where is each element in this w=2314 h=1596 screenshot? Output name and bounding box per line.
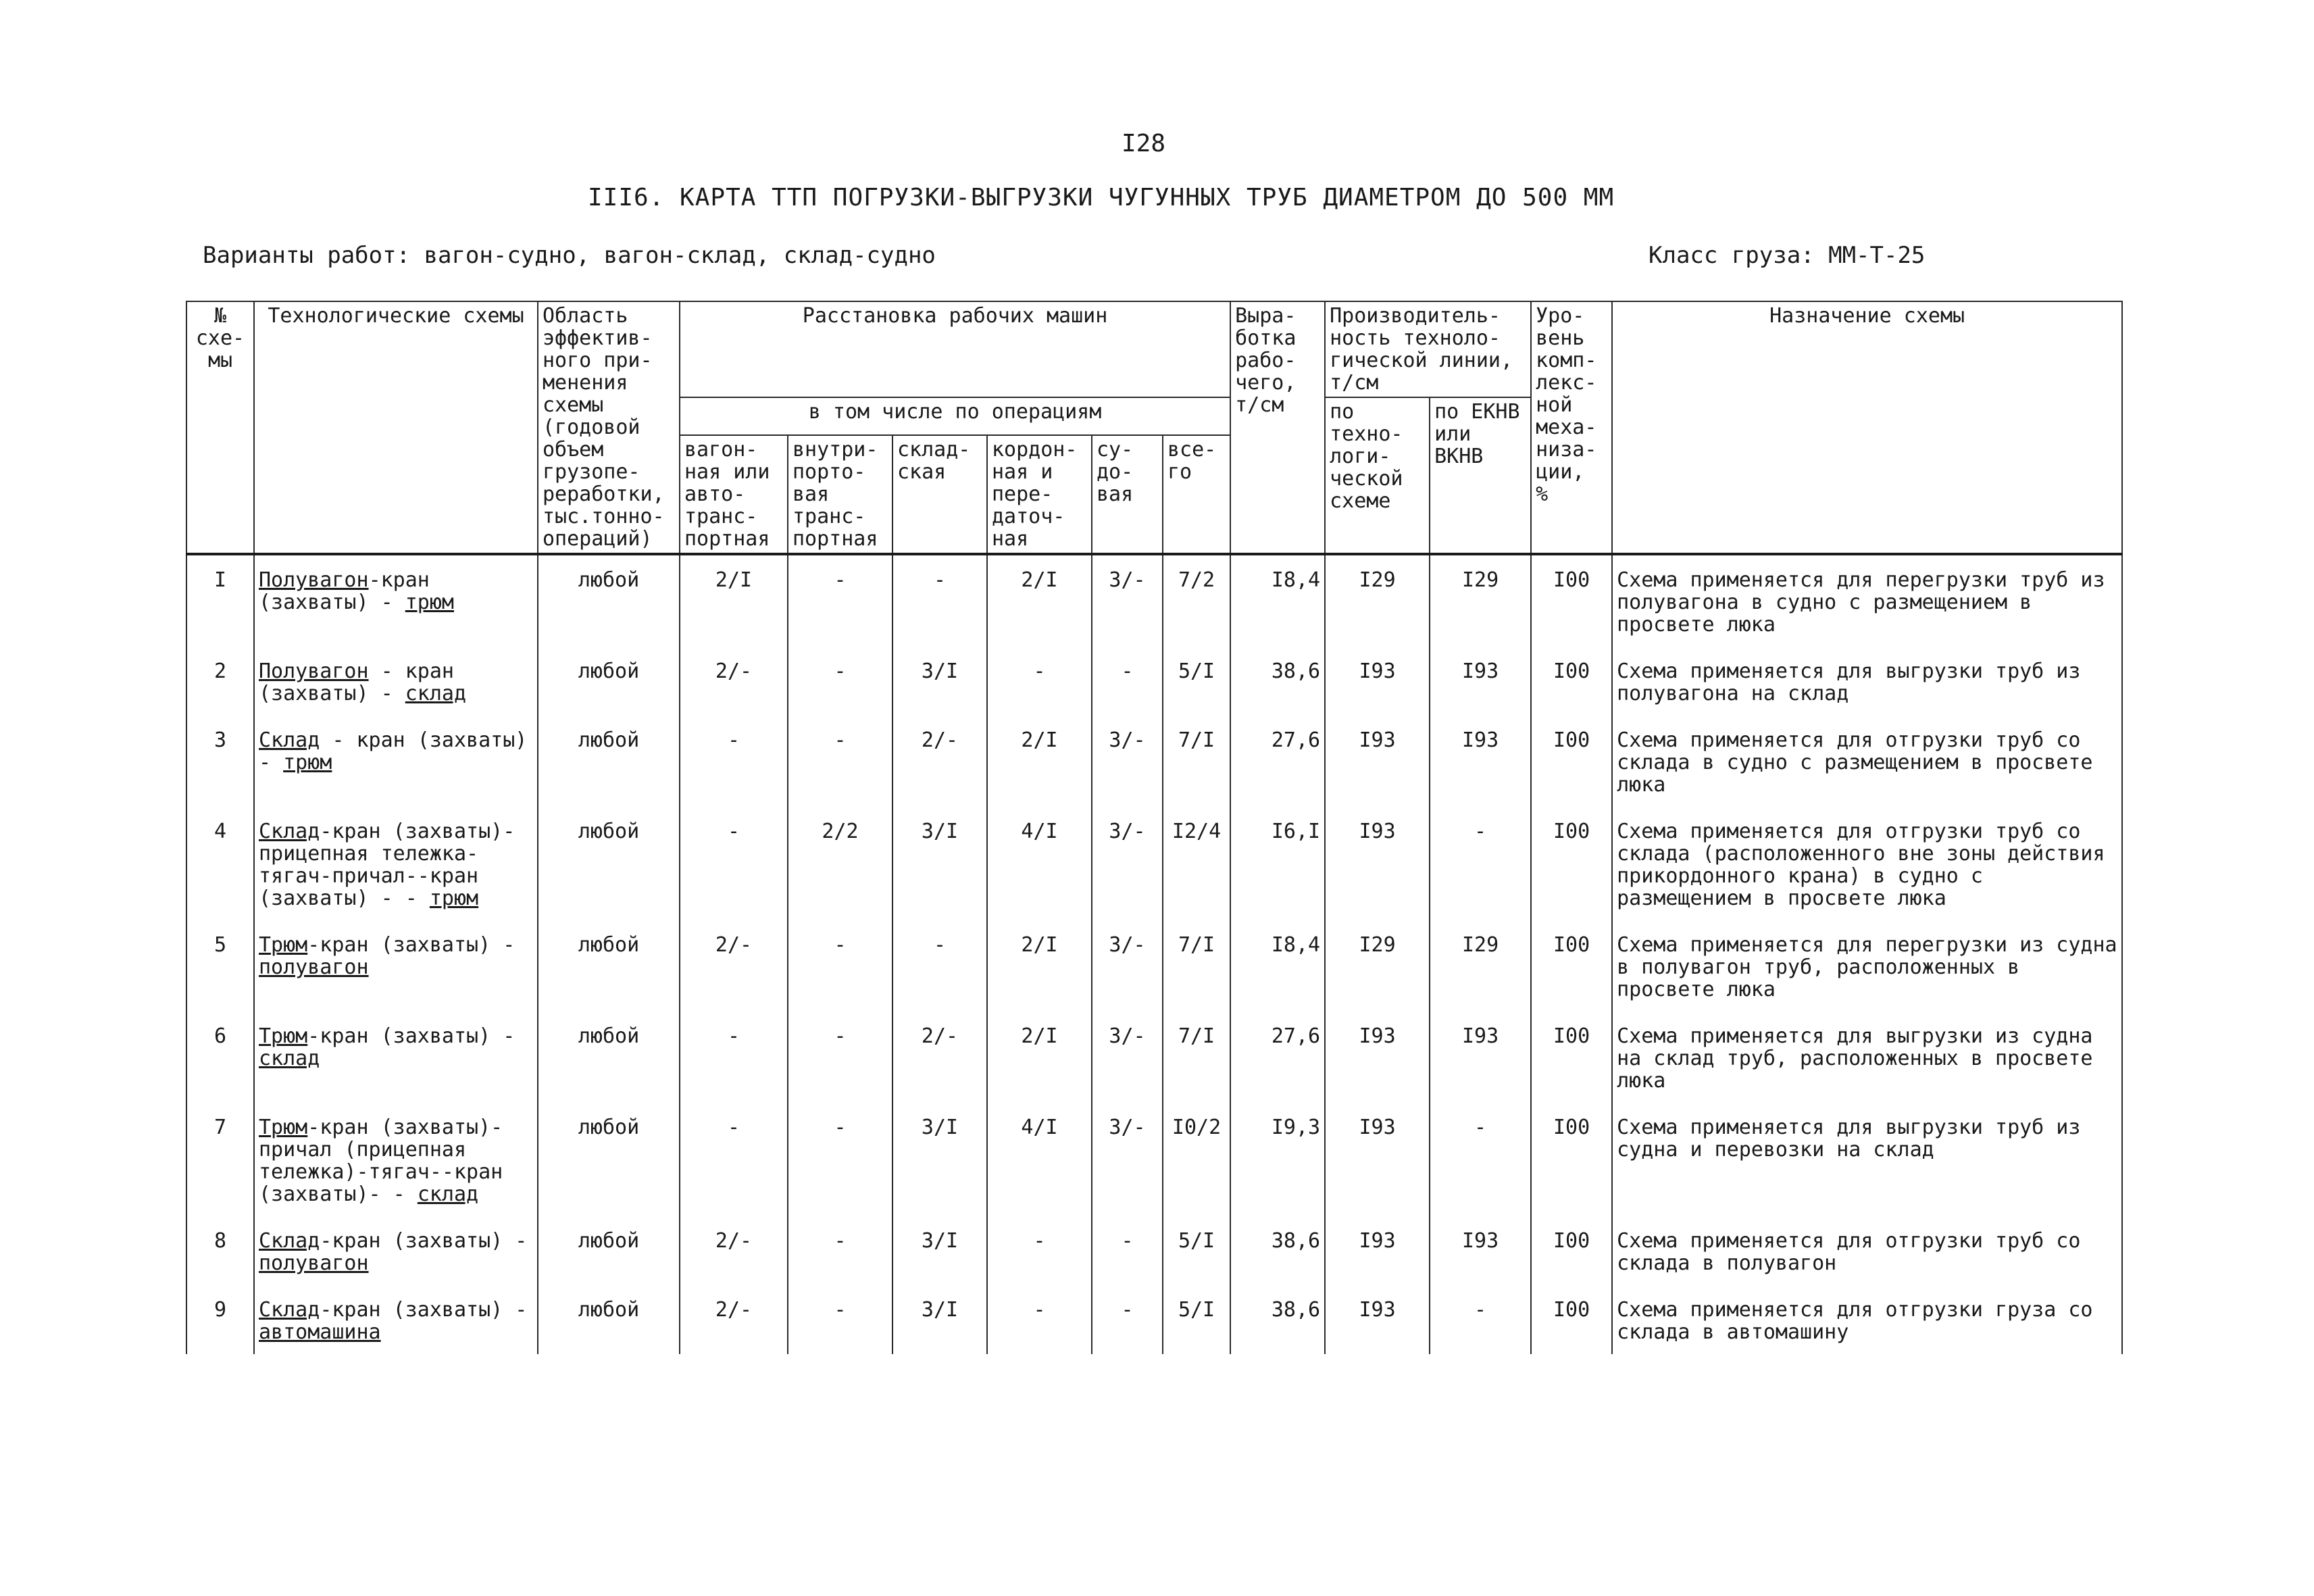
cell-op-total: I2/4 [1163,807,1230,920]
cell-mechanization-level: I00 [1531,1103,1612,1216]
cell-purpose: Схема применяется для выгрузки труб из судна и перевозки на склад [1612,1103,2122,1216]
cell-op-cordon: 2/I [987,554,1092,647]
cell-tech-scheme [254,647,538,716]
cell-prod-by-scheme: I29 [1325,554,1430,647]
cell-row-number: 4 [186,807,254,920]
header-op-ship: су- до- вая [1092,435,1163,554]
cell-prod-by-scheme: I29 [1325,920,1430,1012]
scheme-part: полувагон [259,1251,369,1275]
cell-worker-output: 38,6 [1230,647,1325,716]
table-body [186,554,2122,1354]
cell-op-total: 7/I [1163,920,1230,1012]
cell-application-area: любой [538,807,680,920]
cell-op-total: 7/I [1163,1012,1230,1103]
cell-prod-by-scheme: I93 [1325,1012,1430,1103]
cell-worker-output: I8,4 [1230,920,1325,1012]
cell-op-wagon: - [680,1012,788,1103]
cell-op-cordon: 4/I [987,807,1092,920]
cell-op-total: 7/I [1163,716,1230,807]
scheme-part: Трюм [259,1116,308,1139]
scheme-part: полувагон [259,955,369,979]
header-prod-by-eknv: по ЕКНВ или ВКНВ [1430,397,1531,554]
cell-op-cordon: - [987,1285,1092,1354]
scheme-part: -кран (захваты) - [307,1024,515,1048]
cell-prod-by-scheme: I93 [1325,1103,1430,1216]
scheme-part: трюм [429,887,479,910]
cell-worker-output: 27,6 [1230,716,1325,807]
cell-application-area: любой [538,554,680,647]
scheme-part: Полувагон [259,568,369,592]
table-row [186,1012,2122,1103]
cell-op-warehouse: 3/I [892,1103,987,1216]
cell-op-internal: - [788,1216,892,1285]
cell-mechanization-level: I00 [1531,1285,1612,1354]
cell-op-ship: 3/- [1092,554,1163,647]
cell-op-warehouse: 2/- [892,1012,987,1103]
cell-op-wagon: 2/I [680,554,788,647]
cell-purpose: Схема применяется для отгрузки груза со склада в автомашину [1612,1285,2122,1354]
cell-purpose: Схема применяется для выгрузки труб из полувагона на склад [1612,647,2122,716]
cell-purpose: Схема применяется для перегрузки из судна в полувагон труб, расположенных в просвете люка [1612,920,2122,1012]
cell-op-internal: 2/2 [788,807,892,920]
scheme-part: Трюм [259,933,308,957]
header-application-area: Область эффектив- ного при- менения схемы (годовой объем грузопе- реработки, тыс.тонно- операций) [538,301,680,554]
cell-purpose: Схема применяется для перегрузки труб из полувагона в судно с размещением в просвете люка [1612,554,2122,647]
cell-application-area: любой [538,716,680,807]
cell-mechanization-level: I00 [1531,554,1612,647]
cell-prod-by-eknv: I29 [1430,920,1531,1012]
cell-op-warehouse: 3/I [892,1216,987,1285]
cell-tech-scheme [254,1285,538,1354]
cell-purpose: Схема применяется для отгрузки труб со склада (расположенного вне зоны действия прикордонного крана) в судно с размещением в просвете люка [1612,807,2122,920]
table-header [186,301,2122,554]
cell-application-area: любой [538,1103,680,1216]
cell-op-internal: - [788,647,892,716]
header-op-cordon: кордон- ная и пере- даточ- ная [987,435,1092,554]
scheme-part: Склад [259,820,320,843]
scheme-part: Склад [259,1229,320,1253]
cell-prod-by-eknv: I93 [1430,647,1531,716]
cell-op-wagon: - [680,716,788,807]
cell-prod-by-scheme: I93 [1325,807,1430,920]
cell-op-total: 5/I [1163,1216,1230,1285]
cell-prod-by-eknv: - [1430,807,1531,920]
cell-op-ship: - [1092,1285,1163,1354]
cell-worker-output: 38,6 [1230,1216,1325,1285]
cell-op-wagon: 2/- [680,920,788,1012]
cell-mechanization-level: I00 [1531,920,1612,1012]
work-variants: Варианты работ: вагон-судно, вагон-склад, склад-судно [203,242,936,269]
cell-tech-scheme [254,807,538,920]
table-row [186,1216,2122,1285]
table-row [186,1103,2122,1216]
cell-op-internal: - [788,554,892,647]
cell-prod-by-eknv: - [1430,1103,1531,1216]
table-row [186,647,2122,716]
cell-purpose: Схема применяется для отгрузки труб со склада в судно с размещением в просвете люка [1612,716,2122,807]
scheme-part: Склад [259,1298,320,1322]
cell-prod-by-scheme: I93 [1325,1285,1430,1354]
cell-purpose: Схема применяется для отгрузки труб со склада в полувагон [1612,1216,2122,1285]
scheme-part: автомашина [259,1320,381,1344]
cell-op-cordon: 2/I [987,920,1092,1012]
cell-op-wagon: 2/- [680,1285,788,1354]
cell-prod-by-eknv: I93 [1430,716,1531,807]
cell-op-wagon: 2/- [680,1216,788,1285]
header-op-total: все- го [1163,435,1230,554]
cell-op-warehouse: 3/I [892,1285,987,1354]
scheme-part: -кран (захваты)-причал (прицепная тележка)-тягач--кран (захваты)- - [259,1116,503,1206]
header-op-wagon: вагон- ная или авто- транс- портная [680,435,788,554]
schemes-table [186,301,2123,1354]
cell-prod-by-scheme: I93 [1325,647,1430,716]
cell-op-ship: 3/- [1092,1103,1163,1216]
cell-tech-scheme [254,1012,538,1103]
cell-op-total: 5/I [1163,1285,1230,1354]
cell-mechanization-level: I00 [1531,716,1612,807]
scheme-part: трюм [283,751,332,774]
cell-op-ship: - [1092,647,1163,716]
cell-op-ship: 3/- [1092,807,1163,920]
cell-op-cordon: - [987,1216,1092,1285]
cargo-class: Класс груза: ММ-Т-25 [1649,242,1926,269]
cell-application-area: любой [538,1012,680,1103]
header-scheme-number: № схе- мы [186,301,254,554]
cell-row-number: I [186,554,254,647]
cell-op-internal: - [788,1285,892,1354]
cell-op-internal: - [788,920,892,1012]
cell-mechanization-level: I00 [1531,1012,1612,1103]
table-row [186,807,2122,920]
cell-application-area: любой [538,647,680,716]
cell-op-wagon: 2/- [680,647,788,716]
cell-op-ship: - [1092,1216,1163,1285]
cell-row-number: 7 [186,1103,254,1216]
header-prod-by-scheme: по техно- логи- ческой схеме [1325,397,1430,554]
cell-op-ship: 3/- [1092,920,1163,1012]
cell-op-warehouse: 2/- [892,716,987,807]
cell-application-area: любой [538,1285,680,1354]
header-worker-output: Выра- ботка рабо- чего, т/см [1230,301,1325,554]
scheme-part: склад [405,682,467,705]
cell-prod-by-eknv: I93 [1430,1216,1531,1285]
scheme-part: - кран (захваты) - [259,728,528,774]
cell-row-number: 6 [186,1012,254,1103]
scheme-part: склад [259,1047,320,1070]
page-number: I28 [1122,130,1166,157]
cell-worker-output: I9,3 [1230,1103,1325,1216]
table-row [186,716,2122,807]
cell-op-cordon: 4/I [987,1103,1092,1216]
cell-worker-output: 38,6 [1230,1285,1325,1354]
scheme-part: -кран (захваты) - [259,568,430,614]
table-row [186,554,2122,647]
cell-row-number: 3 [186,716,254,807]
header-productivity: Производитель- ность техноло- гической линии, т/см [1325,301,1531,397]
scheme-part: Склад [259,728,320,752]
cell-application-area: любой [538,920,680,1012]
cell-op-total: I0/2 [1163,1103,1230,1216]
cell-tech-scheme [254,554,538,647]
cell-worker-output: 27,6 [1230,1012,1325,1103]
table-row [186,1285,2122,1354]
cell-purpose: Схема применяется для выгрузки из судна на склад труб, расположенных в просвете люка [1612,1012,2122,1103]
cell-row-number: 8 [186,1216,254,1285]
cell-worker-output: I8,4 [1230,554,1325,647]
scheme-part: трюм [405,591,454,614]
cell-application-area: любой [538,1216,680,1285]
cell-prod-by-scheme: I93 [1325,1216,1430,1285]
header-machine-placement: Расстановка рабочих машин [680,301,1230,397]
cell-op-warehouse: 3/I [892,807,987,920]
cell-tech-scheme [254,920,538,1012]
scheme-part: -кран (захваты) - [307,933,515,957]
cell-op-total: 5/I [1163,647,1230,716]
cell-prod-by-eknv: - [1430,1285,1531,1354]
cell-mechanization-level: I00 [1531,647,1612,716]
cell-op-wagon: - [680,807,788,920]
scheme-part: Трюм [259,1024,308,1048]
header-op-internal: внутри- порто- вая транс- портная [788,435,892,554]
cell-op-cordon: 2/I [987,1012,1092,1103]
header-op-warehouse: склад- ская [892,435,987,554]
scheme-part: -кран (захваты) - [320,1298,528,1322]
cell-op-cordon: - [987,647,1092,716]
cell-op-ship: 3/- [1092,716,1163,807]
cell-prod-by-eknv: I29 [1430,554,1531,647]
scheme-part: -кран (захваты)-прицепная тележка-тягач-причал--кран (захваты) - - [259,820,515,910]
cell-op-warehouse: 3/I [892,647,987,716]
header-purpose: Назначение схемы [1612,301,2122,554]
cell-prod-by-eknv: I93 [1430,1012,1531,1103]
cell-row-number: 2 [186,647,254,716]
scheme-part: Полувагон [259,659,369,683]
cell-tech-scheme [254,1216,538,1285]
table-row [186,920,2122,1012]
scheme-part: склад [417,1182,479,1206]
cell-tech-scheme [254,716,538,807]
header-including-operations: в том числе по операциям [680,397,1230,435]
cell-op-internal: - [788,1012,892,1103]
cell-op-total: 7/2 [1163,554,1230,647]
cell-worker-output: I6,I [1230,807,1325,920]
scheme-part: -кран (захваты) - [320,1229,528,1253]
cell-row-number: 5 [186,920,254,1012]
cell-op-ship: 3/- [1092,1012,1163,1103]
scheme-part: - кран (захваты) - [259,659,454,705]
cell-mechanization-level: I00 [1531,1216,1612,1285]
cell-op-cordon: 2/I [987,716,1092,807]
cell-tech-scheme [254,1103,538,1216]
document-title: III6. КАРТА ТТП ПОГРУЗКИ-ВЫГРУЗКИ ЧУГУННЫХ ТРУБ ДИАМЕТРОМ ДО 500 ММ [588,184,1615,211]
cell-mechanization-level: I00 [1531,807,1612,920]
cell-row-number: 9 [186,1285,254,1354]
cell-op-internal: - [788,1103,892,1216]
header-tech-schemes: Технологические схемы [254,301,538,554]
cell-op-internal: - [788,716,892,807]
cell-op-warehouse: - [892,920,987,1012]
header-mechanization-level: Уро- вень комп- лекс- ной меха- низа- ции, % [1531,301,1612,554]
cell-prod-by-scheme: I93 [1325,716,1430,807]
cell-op-wagon: - [680,1103,788,1216]
cell-op-warehouse: - [892,554,987,647]
